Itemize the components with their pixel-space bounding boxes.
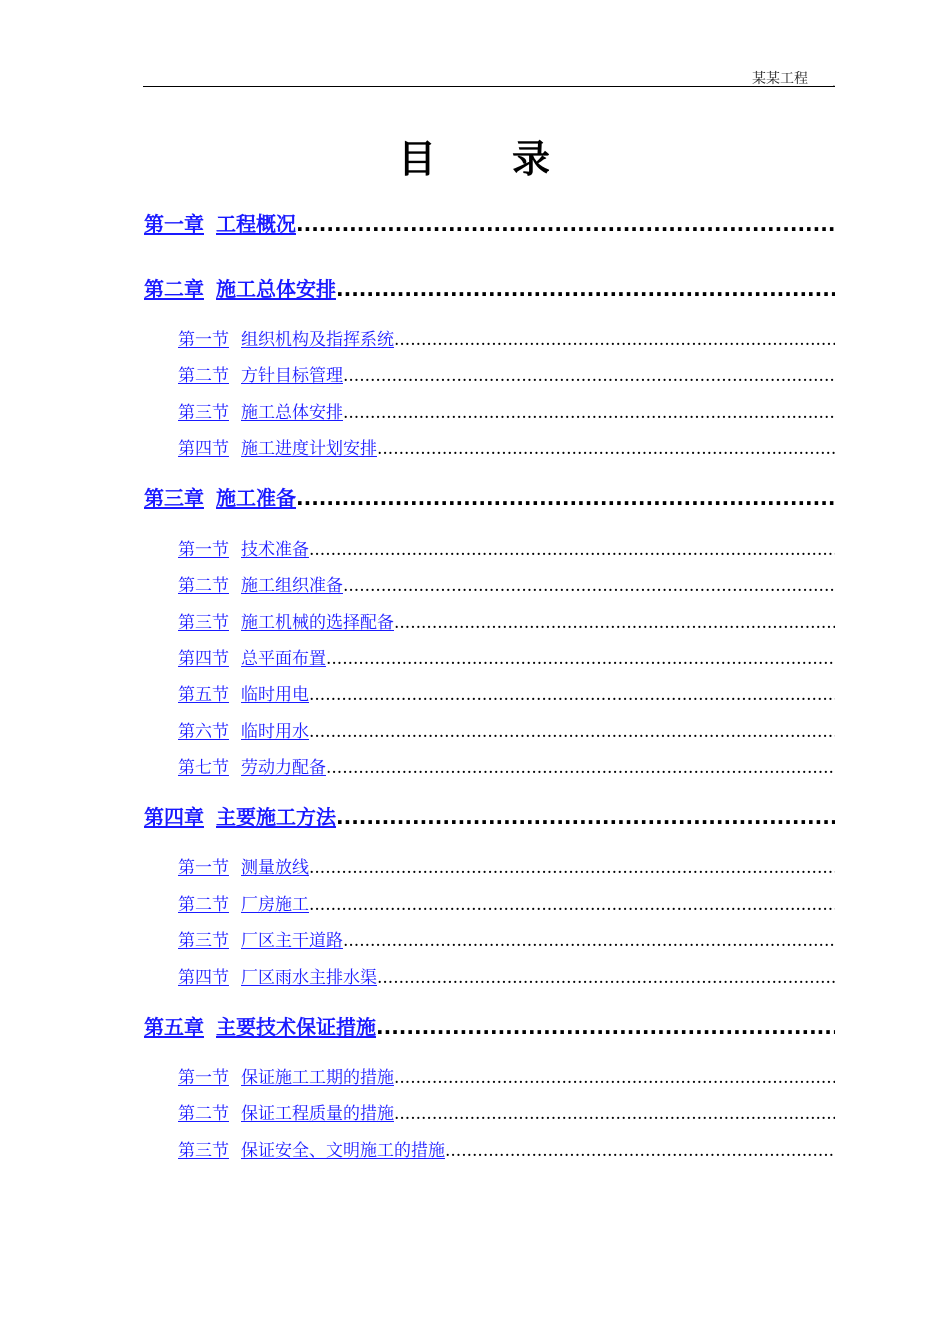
- toc-section-link[interactable]: [178, 1099, 394, 1124]
- toc-section[interactable]: [178, 853, 835, 878]
- section-title: 临时用水: [241, 722, 309, 742]
- chapter-title: 施工准备: [216, 486, 296, 510]
- section-number: 第二节: [178, 895, 229, 915]
- toc-section[interactable]: [178, 325, 835, 350]
- section-number: 第四节: [178, 439, 229, 459]
- toc-section[interactable]: [178, 398, 835, 423]
- dot-leader: [445, 1141, 835, 1161]
- toc-section-link[interactable]: [178, 571, 343, 596]
- toc-section-link[interactable]: [178, 361, 343, 386]
- header-mark: .: [832, 76, 836, 90]
- toc-section[interactable]: [178, 434, 835, 459]
- section-number: 第一节: [178, 540, 229, 560]
- section-number: 第一节: [178, 858, 229, 878]
- section-title: 临时用电: [241, 685, 309, 705]
- chapter-number: 第四章: [144, 805, 204, 829]
- dot-leader: [326, 649, 835, 669]
- toc-section-link[interactable]: [178, 325, 394, 350]
- toc-section[interactable]: [178, 608, 835, 633]
- section-title: 方针目标管理: [241, 366, 343, 386]
- toc-section[interactable]: [178, 753, 835, 778]
- toc-section[interactable]: [178, 361, 835, 386]
- section-title: 组织机构及指挥系统: [241, 330, 394, 350]
- section-title: 测量放线: [241, 858, 309, 878]
- toc-section[interactable]: [178, 1136, 835, 1161]
- toc-section-link[interactable]: [178, 753, 326, 778]
- dot-leader: [376, 1015, 835, 1039]
- section-title: 施工机械的选择配备: [241, 613, 394, 633]
- toc-section-link[interactable]: [178, 608, 394, 633]
- section-title: 保证施工工期的措施: [241, 1068, 394, 1088]
- toc-chapter-1[interactable]: [144, 208, 835, 237]
- section-title: 保证安全、文明施工的措施: [241, 1141, 445, 1161]
- section-title: 总平面布置: [241, 649, 326, 669]
- section-title: 厂区雨水主排水渠: [241, 968, 377, 988]
- toc-section-link[interactable]: [178, 680, 309, 705]
- toc-section[interactable]: [178, 680, 835, 705]
- toc-section[interactable]: [178, 926, 835, 951]
- toc-chapter-3[interactable]: [144, 482, 835, 511]
- toc-section-link[interactable]: [178, 644, 326, 669]
- section-number: 第三节: [178, 1141, 229, 1161]
- section-number: 第二节: [178, 576, 229, 596]
- dot-leader: [296, 212, 835, 236]
- toc-chapter-link[interactable]: [144, 482, 296, 511]
- section-number: 第六节: [178, 722, 229, 742]
- toc-section-link[interactable]: [178, 1063, 394, 1088]
- toc-section[interactable]: [178, 644, 835, 669]
- section-title: 劳动力配备: [241, 758, 326, 778]
- toc-section-link[interactable]: [178, 434, 377, 459]
- toc-section[interactable]: [178, 1063, 835, 1088]
- toc-title: [0, 128, 950, 183]
- toc-chapter-2[interactable]: [144, 273, 835, 302]
- section-number: 第七节: [178, 758, 229, 778]
- dot-leader: [309, 540, 835, 560]
- section-number: 第五节: [178, 685, 229, 705]
- section-number: 第三节: [178, 403, 229, 423]
- toc-section-link[interactable]: [178, 717, 309, 742]
- toc-section-link[interactable]: [178, 926, 343, 951]
- section-number: 第三节: [178, 613, 229, 633]
- toc-section-link[interactable]: [178, 890, 309, 915]
- toc-section[interactable]: [178, 717, 835, 742]
- section-number: 第一节: [178, 1068, 229, 1088]
- toc-section[interactable]: [178, 535, 835, 560]
- toc-section[interactable]: [178, 571, 835, 596]
- toc-section[interactable]: [178, 963, 835, 988]
- dot-leader: [326, 758, 835, 778]
- running-header: 某某工程: [752, 71, 808, 87]
- section-number: 第四节: [178, 649, 229, 669]
- toc-chapter-link[interactable]: [144, 1011, 376, 1040]
- toc-section[interactable]: [178, 890, 835, 915]
- dot-leader: [309, 685, 835, 705]
- dot-leader: [377, 439, 835, 459]
- dot-leader: [394, 1104, 835, 1124]
- section-number: 第一节: [178, 330, 229, 350]
- toc-section-link[interactable]: [178, 853, 309, 878]
- section-title: 保证工程质量的措施: [241, 1104, 394, 1124]
- section-number: 第四节: [178, 968, 229, 988]
- dot-leader: [296, 486, 835, 510]
- toc-chapter-5[interactable]: [144, 1011, 835, 1040]
- toc-section-link[interactable]: [178, 535, 309, 560]
- dot-leader: [309, 895, 835, 915]
- chapter-number: 第二章: [144, 277, 204, 301]
- dot-leader: [394, 613, 835, 633]
- chapter-number: 第一章: [144, 212, 204, 236]
- section-title: 厂房施工: [241, 895, 309, 915]
- chapter-title: 施工总体安排: [216, 277, 336, 301]
- toc-chapter-link[interactable]: [144, 208, 296, 237]
- toc-chapter-link[interactable]: [144, 273, 336, 302]
- toc-chapter-4[interactable]: [144, 801, 835, 830]
- toc-section-link[interactable]: [178, 398, 343, 423]
- section-number: 第二节: [178, 366, 229, 386]
- section-number: 第二节: [178, 1104, 229, 1124]
- toc-title-char-2: 录: [512, 137, 553, 181]
- dot-leader: [394, 330, 835, 350]
- dot-leader: [377, 968, 835, 988]
- toc-title-char-1: 目: [397, 137, 438, 181]
- dot-leader: [343, 366, 835, 386]
- dot-leader: [343, 576, 835, 596]
- section-title: 技术准备: [241, 540, 309, 560]
- chapter-title: 主要技术保证措施: [216, 1015, 376, 1039]
- dot-leader: [343, 931, 835, 951]
- chapter-number: 第五章: [144, 1015, 204, 1039]
- chapter-title: 工程概况: [216, 212, 296, 236]
- dot-leader: [394, 1068, 835, 1088]
- section-title: 施工总体安排: [241, 403, 343, 423]
- dot-leader: [336, 277, 835, 301]
- toc-section-link[interactable]: [178, 1136, 445, 1161]
- section-title: 厂区主干道路: [241, 931, 343, 951]
- section-number: 第三节: [178, 931, 229, 951]
- toc-chapter-link[interactable]: [144, 801, 336, 830]
- toc-section-link[interactable]: [178, 963, 377, 988]
- dot-leader: [309, 858, 835, 878]
- section-title: 施工进度计划安排: [241, 439, 377, 459]
- chapter-title: 主要施工方法: [216, 805, 336, 829]
- dot-leader: [343, 403, 835, 423]
- toc-section[interactable]: [178, 1099, 835, 1124]
- dot-leader: [336, 805, 835, 829]
- chapter-number: 第三章: [144, 486, 204, 510]
- dot-leader: [309, 722, 835, 742]
- section-title: 施工组织准备: [241, 576, 343, 596]
- header-divider: [143, 86, 835, 87]
